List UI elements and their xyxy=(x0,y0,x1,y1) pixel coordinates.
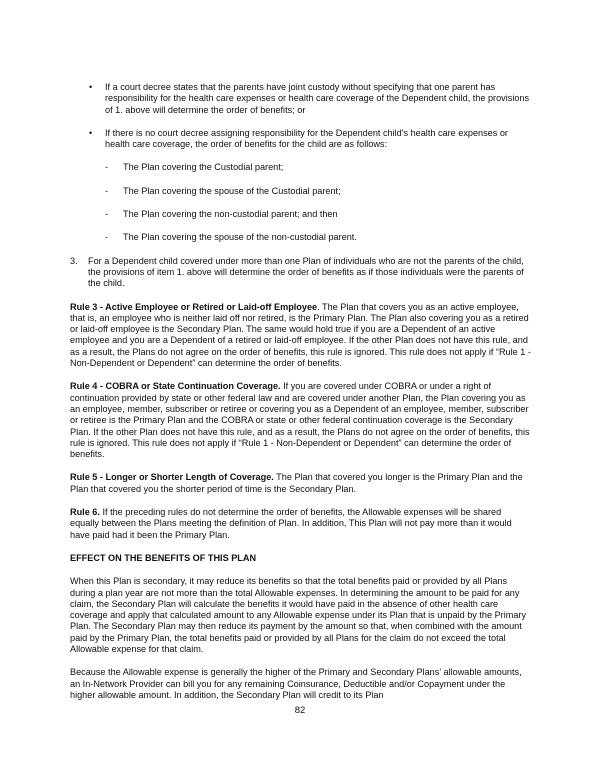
rule-3-text: . The Plan that covers you as an active employee, that is, an employee who is neither laid off nor retired, is the Primary Plan. The Plan also covering you as a retired or laid-off employee is the Secondary Plan. The same would hold true if you are a Dependent of an active employee and you are a Dependent of a retired or laid-off employee. If the other Plan does not have this rule, and as a result, the Plans do not agree on the order of benefits, this rule is ignored. This rule does not apply if “Rule 1 - Non-Dependent or Dependent” can determine the order of benefits. xyxy=(70,301,531,369)
effect-paragraph-1: When this Plan is secondary, it may reduce its benefits so that the total benefits paid or provided by all Plans during a plan year are not more than the total Allowable expenses. In determining the amount to be paid for any claim, the Secondary Plan will calculate the benefits it would have paid in the absence of other health care coverage and apply that calculated amount to any Allowable expense under its Plan that is unpaid by the Primary Plan. The Secondary Plan may then reduce its payment by the amount so that, when combined with the amount paid by the Primary Plan, the total benefits paid or provided by all Plans for the claim do not exceed the total Allowable expense for that claim. xyxy=(70,576,527,654)
dash-item xyxy=(105,162,532,173)
rule-4-heading: Rule 4 - COBRA or State Continuation Coverage. xyxy=(70,381,281,392)
rule-5-heading: Rule 5 - Longer or Shorter Length of Coverage. xyxy=(70,472,274,483)
dash-text: The Plan covering the Custodial parent; xyxy=(123,162,284,173)
numbered-item-3 xyxy=(70,256,532,290)
dash-list xyxy=(105,162,532,243)
bullet-item-joint-custody xyxy=(70,82,532,116)
dash-icon: - xyxy=(105,232,109,243)
rule-5-paragraph xyxy=(70,472,532,495)
bullet-icon: • xyxy=(89,127,93,138)
bullet-item-no-court-decree xyxy=(70,128,532,244)
rule-4-paragraph xyxy=(70,381,532,460)
page-content xyxy=(70,82,532,713)
rule-5-text: The Plan that covered you longer is the Primary Plan and the Plan that covered you the shorter period of time is the Secondary Plan. xyxy=(70,472,523,494)
bullet-text: If there is no court decree assigning responsibility for the Dependent child's health care expenses or health care coverage, the order of benefits for the child are as follows: xyxy=(105,127,508,150)
rule-6-text: If the preceding rules do not determine the order of benefits, the Allowable expenses will be shared equally between the Plans meeting the definition of Plan. In addition, This Plan will not pay more than it would have paid had it been the Primary Plan. xyxy=(70,507,512,540)
dash-item xyxy=(105,186,532,197)
dash-item xyxy=(105,232,532,243)
dash-text: The Plan covering the non-custodial parent; and then xyxy=(123,209,338,220)
page-number: 82 xyxy=(294,705,306,716)
rule-3-paragraph xyxy=(70,302,532,370)
rule-4-text: If you are covered under COBRA or under a right of continuation provided by state or other federal law and are covered under another Plan, the Plan covering you as an employee, member, subscriber or retiree or covering you as a Dependent of an employee, member, subscriber or retiree is the Primary Plan and the COBRA or state or other federal continuation coverage is the Secondary Plan. If the other Plan does not have this rule, and as a result, the Plans do not agree on the order of benefits, this rule is ignored. This rule does not apply if “Rule 1 - Non-Dependent or Dependent” can determine the order of benefits. xyxy=(70,381,530,460)
dash-text: The Plan covering the spouse of the Custodial parent; xyxy=(123,185,341,196)
dash-icon: - xyxy=(105,162,109,173)
bullet-icon: • xyxy=(89,82,93,92)
dash-icon: - xyxy=(105,185,109,196)
rule-6-paragraph xyxy=(70,507,532,541)
bullet-text: If a court decree states that the parents have joint custody without specifying that one parent has responsibility for the health care expenses or health care coverage of the Dependent child, the provisions of 1. above will determine the order of benefits; or xyxy=(105,82,530,115)
item-number: 3. xyxy=(70,255,78,266)
numbered-item-text: For a Dependent child covered under more than one Plan of individuals who are not the parents of the child, the provisions of item 1. above will determine the order of benefits as if those individuals were the parents of the child. xyxy=(88,255,524,289)
rule-3-heading: Rule 3 - Active Employee or Retired or Laid-off Employee xyxy=(70,301,318,312)
dash-text: The Plan covering the spouse of the non-custodial parent. xyxy=(123,232,357,243)
effect-paragraph-2: Because the Allowable expense is generally the higher of the Primary and Secondary Plans’ allowable amounts, an In-Network Provider can bill you for any remaining Coinsurance, Deductible and/or Copayment under the higher allowable amount. In addition, the Secondary Plan will credit to its Plan xyxy=(70,667,522,700)
dash-icon: - xyxy=(105,209,109,220)
rule-6-heading: Rule 6. xyxy=(70,507,100,518)
dash-item xyxy=(105,209,532,220)
section-heading: EFFECT ON THE BENEFITS OF THIS PLAN xyxy=(70,552,257,563)
